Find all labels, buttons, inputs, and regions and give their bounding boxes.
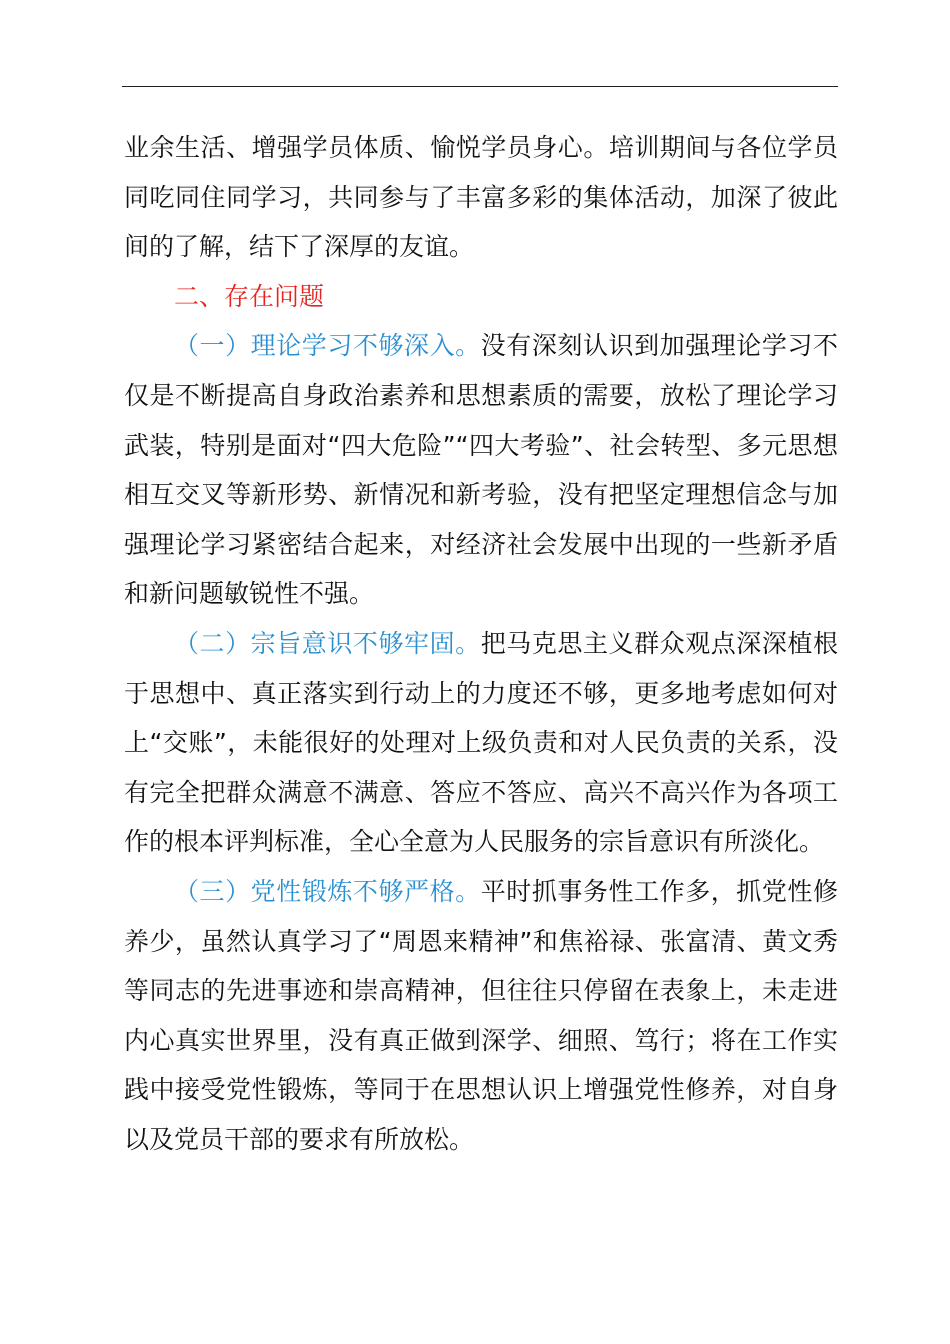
- paragraph-item-2: [124, 619, 838, 867]
- item-2-body: 把马克思主义群众观点深深植根于思想中、真正落实到行动上的力度还不够，更多地考虑如何对上“交账”，未能很好的处理对上级负责和对人民负责的关系，没有完全把群众满意不满意、答应不答应、高兴不高兴作为各项工作的根本评判标准，全心全意为人民服务的宗旨意识有所淡化。: [124, 628, 838, 857]
- item-3-heading: （三）党性锻炼不够严格。: [174, 876, 481, 906]
- paragraph-item-3: [124, 867, 838, 1165]
- paragraph-item-1: [124, 321, 838, 619]
- item-2-heading: （二）宗旨意识不够牢固。: [174, 628, 481, 658]
- paragraph-continuation: 业余生活、增强学员体质、愉悦学员身心。培训期间与各位学员同吃同住同学习，共同参与了丰富多彩的集体活动，加深了彼此间的了解，结下了深厚的友谊。: [124, 133, 838, 262]
- section-heading-problems: 二、存在问题: [174, 281, 325, 311]
- item-1-body: 没有深刻认识到加强理论学习不仅是不断提高自身政治素养和思想素质的需要，放松了理论学习武装，特别是面对“四大危险”“四大考验”、社会转型、多元思想相互交叉等新形势、新情况和新考验，没有把坚定理想信念与加强理论学习紧密结合起来，对经济社会发展中出现的一些新矛盾和新问题敏锐性不强。: [124, 331, 838, 609]
- document-body: [124, 123, 838, 1164]
- item-1-heading: （一）理论学习不够深入。: [174, 331, 481, 361]
- item-3-body: 平时抓事务性工作多，抓党性修养少，虽然认真学习了“周恩来精神”和焦裕禄、张富清、黄文秀等同志的先进事迹和崇高精神，但往往只停留在表象上，未走进内心真实世界里，没有真正做到深学、细照、笃行；将在工作实践中接受党性锻炼，等同于在思想认识上增强党性修养，对自身以及党员干部的要求有所放松。: [124, 876, 838, 1154]
- header-rule: [122, 86, 838, 87]
